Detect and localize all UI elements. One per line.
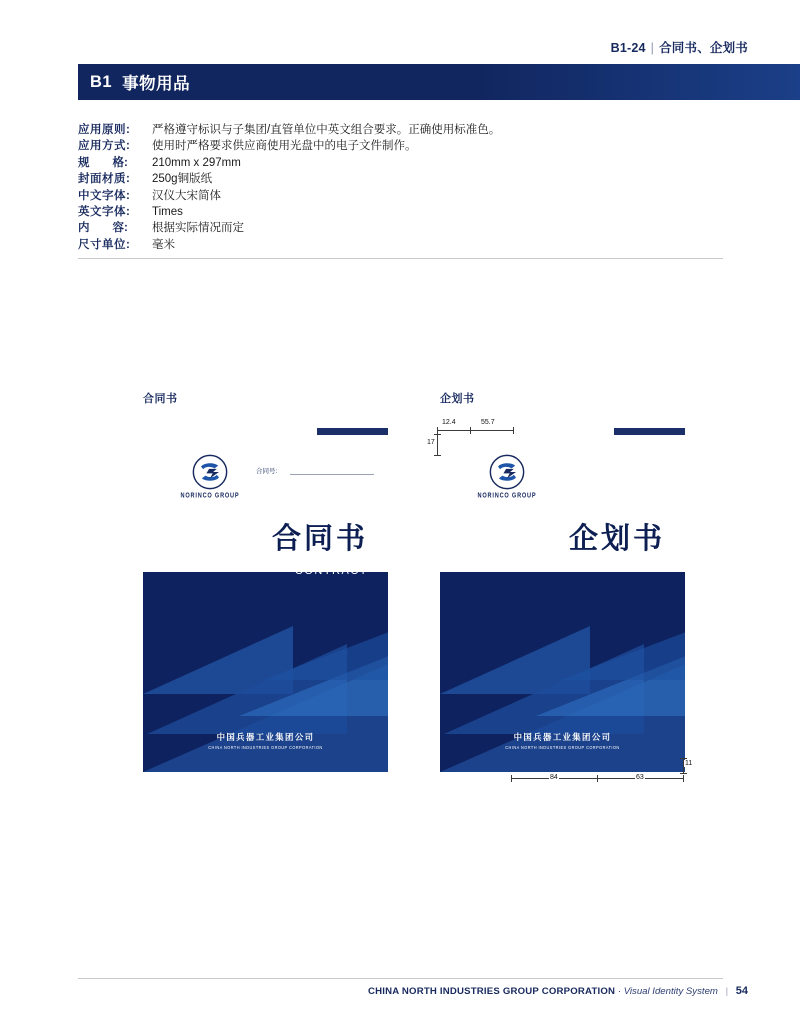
norinco-logo-icon [192, 454, 228, 490]
spec-row [78, 155, 738, 171]
company-name-en: CHINA NORTH INDUSTRIES GROUP CORPORATION [208, 744, 323, 751]
cover-title-en: CORPORATE PLANNING [565, 565, 665, 574]
spec-row [78, 204, 738, 220]
cover-top-strip [614, 428, 685, 435]
dim-tick [683, 775, 684, 782]
header-separator: | [650, 41, 655, 55]
dim-tick [511, 775, 512, 782]
spec-value: 毫米 [152, 238, 175, 251]
mockup-caption-contract: 合同书 [143, 393, 178, 405]
norinco-logo-icon [489, 454, 525, 490]
footer-page-number: 54 [735, 985, 748, 997]
spec-list [78, 122, 738, 253]
dim-line-left-vertical [437, 434, 438, 456]
spec-value: Times [152, 206, 183, 219]
dim-tick [680, 773, 687, 774]
spec-label: 规 格: [78, 156, 128, 169]
logo-block [470, 454, 544, 499]
header-section-code: B1-24 [610, 41, 646, 55]
cover-title-cn: 合同书 [271, 521, 368, 555]
dim-tick [437, 427, 438, 434]
header-section-label [611, 38, 748, 56]
decorative-shard [263, 632, 388, 680]
dim-tick [434, 455, 441, 456]
header-section-title: 合同书、企划书 [659, 41, 748, 55]
logo-block [173, 454, 247, 499]
spec-label: 应用方式: [78, 140, 131, 153]
spec-label: 内 容: [78, 222, 128, 235]
spec-row [78, 220, 738, 236]
spec-label: 英文字体: [78, 206, 131, 219]
cover-bottom-area [143, 572, 388, 772]
dim-line-top-left [437, 430, 471, 431]
spec-row [78, 237, 738, 253]
contract-cover-mockup [143, 428, 388, 772]
contract-number-rule [290, 474, 374, 475]
decorative-shard [560, 632, 685, 680]
dim-label-top-left: 12.4 [442, 419, 456, 426]
logo-wordmark: NORINCO GROUP [180, 492, 240, 500]
dim-label-right-vertical: 11 [685, 760, 693, 767]
spec-label: 中文字体: [78, 189, 131, 202]
footer-separator: | [725, 986, 729, 997]
spec-row [78, 171, 738, 187]
spec-label: 应用原则: [78, 124, 131, 136]
company-name-en: CHINA NORTH INDUSTRIES GROUP CORPORATION [505, 744, 620, 751]
dim-line-top-right [471, 430, 514, 431]
logo-wordmark: NORINCO GROUP [477, 492, 537, 500]
spec-row [78, 188, 738, 204]
cover-title-cn: 企划书 [568, 521, 665, 555]
spec-value: 使用时严格要求供应商使用光盘中的电子文件制作。 [152, 140, 417, 153]
company-name-cn: 中国兵器工业集团公司 [216, 732, 315, 742]
spec-value: 250g铜版纸 [152, 173, 213, 186]
planning-cover-mockup [440, 428, 685, 772]
spec-value: 汉仪大宋简体 [152, 189, 221, 202]
mockup-caption-planning: 企划书 [440, 393, 475, 405]
spec-row [78, 138, 738, 154]
dim-tick [513, 427, 514, 434]
spec-row [78, 122, 738, 138]
footer-subtitle: · Visual Identity System [617, 986, 718, 997]
spec-label: 封面材质: [78, 173, 131, 186]
dim-tick [434, 434, 441, 435]
dim-label-left-vertical: 17 [427, 439, 435, 446]
spec-label: 尺寸单位: [78, 238, 131, 251]
contract-number-label: 合同号: [256, 468, 278, 475]
dim-tick [597, 775, 598, 782]
cover-title [271, 521, 368, 577]
spec-value: 根据实际情况而定 [152, 222, 244, 235]
cover-company-name [143, 731, 388, 750]
dim-label-bottom-left: 84 [550, 774, 558, 781]
content-divider [78, 258, 723, 259]
spec-value: 严格遵守标识与子集团/直管单位中英文组合要求。正确使用标准色。 [152, 124, 501, 136]
dim-label-bottom-right: 63 [636, 774, 644, 781]
section-band-code: B1 [90, 72, 113, 91]
section-band-name: 事物用品 [122, 75, 191, 93]
cover-title [565, 521, 665, 574]
company-name-cn: 中国兵器工业集团公司 [513, 732, 612, 742]
dim-label-top-right: 55.7 [481, 419, 495, 426]
dim-tick [680, 758, 687, 759]
section-band-title [78, 64, 190, 100]
footer-brand: CHINA NORTH INDUSTRIES GROUP CORPORATION [368, 986, 616, 997]
spec-value: 210mm x 297mm [152, 156, 241, 169]
cover-bottom-area [440, 572, 685, 772]
cover-title-en: CONTRACT [294, 565, 368, 577]
footer-divider [78, 978, 723, 979]
cover-top-strip [317, 428, 388, 435]
cover-company-name [440, 731, 685, 750]
footer [368, 985, 748, 997]
